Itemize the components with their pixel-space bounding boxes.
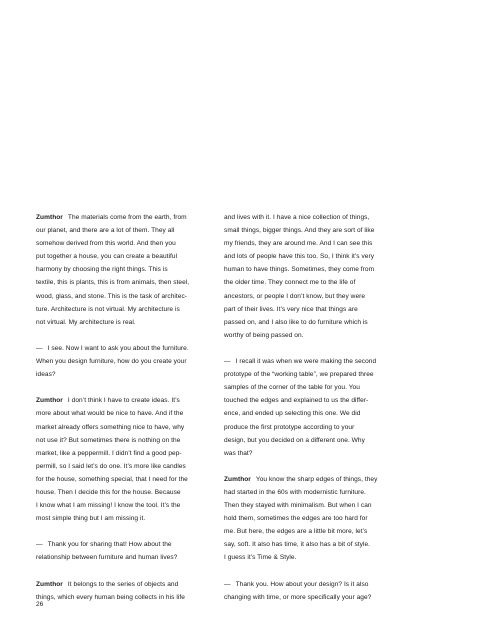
line-text: It belongs to the series of objects and [67, 580, 179, 588]
text-line [36, 237, 231, 250]
text-line [224, 447, 419, 460]
line-text: market, like a peppermill. I didn’t find a good pep- [36, 449, 182, 457]
line-text: not virtual. My architecture is real. [36, 318, 136, 326]
text-line [36, 394, 231, 407]
right-column [224, 211, 419, 617]
text-line [224, 263, 419, 276]
speaker-name: Zumthor [36, 214, 63, 221]
line-text: ideas? [36, 371, 56, 379]
line-text: worthy of being passed on. [224, 331, 304, 339]
line-text: wood, glass, and stone. This is the task of architec- [36, 292, 187, 300]
line-text: our planet, and there are a lot of them. They all [36, 227, 175, 235]
line-text: not use it? But sometimes there is nothing on the [36, 436, 181, 444]
line-text: house. Then I decide this for the house. Because [36, 488, 181, 496]
text-line [36, 342, 231, 355]
line-text: Thank you for sharing that! How about the [47, 541, 172, 549]
text-line [36, 473, 231, 486]
text-line [36, 303, 231, 316]
text-line [36, 434, 231, 447]
interview-answer [36, 578, 231, 604]
text-line [224, 355, 419, 368]
line-text: I recall it was when we were making the second [235, 358, 377, 366]
text-line [224, 316, 419, 329]
text-line [224, 276, 419, 289]
line-text: You know the sharp edges of things, they [255, 475, 378, 483]
line-text: I see. Now I want to ask you about the furniture. [47, 344, 189, 352]
line-text: textile, this is plants, this is from animals, then steel, [36, 279, 190, 287]
text-line [36, 578, 231, 591]
line-text: somehow derived from this world. And then you [36, 240, 176, 248]
text-line [36, 551, 231, 564]
line-text: things, which every human being collects in his life [36, 593, 185, 601]
question-dash: — [224, 358, 231, 366]
line-text: put together a house, you can create a beautiful [36, 253, 178, 261]
text-line [224, 525, 419, 538]
text-line [36, 421, 231, 434]
line-text: touched the edges and explained to us the differ- [224, 397, 369, 405]
line-text: had started in the 60s with modernistic furniture. [224, 488, 366, 496]
text-line [224, 473, 419, 486]
line-text: was that? [224, 449, 253, 457]
line-text: ence, and ended up selecting this one. We did [224, 410, 361, 418]
text-line [36, 250, 231, 263]
line-text: harmony by choosing the right things. This is [36, 266, 168, 274]
answer-continuation [224, 211, 419, 342]
line-text: The materials come from the earth, from [67, 214, 187, 221]
text-line [36, 290, 231, 303]
line-text: the older time. They connect me to the life of [224, 279, 356, 287]
interview-question [224, 578, 419, 604]
line-text: for the house, something special, that I need for the [36, 475, 188, 483]
line-text: I don’t think I have to create ideas. It’s [67, 397, 180, 405]
speaker-name: Zumthor [36, 580, 63, 588]
line-text: and lots of people have this too. So, I think it’s very [224, 253, 375, 261]
text-line [224, 421, 419, 434]
line-text: part of their lives. It’s very nice that things are [224, 305, 358, 313]
line-text: and lives with it. I have a nice collection of things, [224, 214, 370, 221]
question-dash: — [224, 580, 231, 588]
interview-answer [36, 394, 231, 525]
text-line [36, 447, 231, 460]
text-line [224, 538, 419, 551]
text-line [36, 499, 231, 512]
line-text: more about what would be nice to have. And if the [36, 410, 184, 418]
line-text: Then they stayed with minimalism. But when I can [224, 502, 372, 510]
text-line [224, 381, 419, 394]
interview-question [224, 355, 419, 460]
line-text: my friends, they are around me. And I can see this [224, 240, 373, 248]
text-line [224, 329, 419, 342]
text-line [36, 263, 231, 276]
text-line [36, 591, 231, 604]
line-text: me. But here, the edges are a little bit more, let’s [224, 528, 368, 536]
line-text: relationship between furniture and human lives? [36, 554, 178, 562]
text-line [224, 368, 419, 381]
line-text: ture. Architecture is not virtual. My architecture is [36, 305, 180, 313]
interview-question [36, 342, 231, 381]
text-line [224, 211, 419, 224]
text-line [36, 211, 231, 224]
text-line [224, 303, 419, 316]
text-line [36, 407, 231, 420]
text-line [36, 486, 231, 499]
line-text: say, soft. It also has time, it also has a bit of style. [224, 541, 371, 549]
line-text: design, but you decided on a different one. Why [224, 436, 365, 444]
speaker-name: Zumthor [224, 475, 251, 483]
line-text: produce the first prototype according to your [224, 423, 355, 431]
text-line [224, 551, 419, 564]
text-line [224, 407, 419, 420]
speaker-name: Zumthor [36, 397, 63, 405]
text-line [224, 224, 419, 237]
line-text: small things, bigger things. And they are sort of like [224, 227, 375, 235]
line-text: When you design furniture, how do you create your [36, 358, 187, 366]
text-line [36, 368, 231, 381]
line-text: prototype of the “working table”, we prepared three [224, 371, 374, 379]
text-line [36, 276, 231, 289]
text-line [36, 512, 231, 525]
text-line [224, 250, 419, 263]
interview-question [36, 538, 231, 564]
text-line [36, 355, 231, 368]
text-line [36, 316, 231, 329]
left-column [36, 211, 231, 617]
question-dash: — [36, 541, 43, 549]
line-text: passed on, and I also like to do furniture which is [224, 318, 368, 326]
line-text: most simple thing but I am missing it. [36, 515, 146, 523]
text-line [224, 290, 419, 303]
line-text: hold them, sometimes the edges are too hard for [224, 515, 368, 523]
text-line [224, 499, 419, 512]
line-text: human to have things. Sometimes, they come from [224, 266, 375, 274]
line-text: Thank you. How about your design? Is it also [235, 580, 369, 588]
page-number: 26 [36, 601, 44, 608]
text-line [224, 591, 419, 604]
text-line [224, 486, 419, 499]
interview-answer [224, 473, 419, 565]
line-text: market already offers something nice to have, why [36, 423, 185, 431]
line-text: I guess it’s Time & Style. [224, 554, 297, 562]
text-line [36, 224, 231, 237]
line-text: I know what I am missing! I know the tool. It’s the [36, 502, 181, 510]
text-line [224, 237, 419, 250]
line-text: ancestors, or people I don’t know, but they were [224, 292, 366, 300]
interview-answer [36, 211, 231, 329]
text-line [36, 538, 231, 551]
text-line [224, 512, 419, 525]
text-line [224, 434, 419, 447]
line-text: changing with time, or more specifically your age? [224, 593, 372, 601]
line-text: samples of the corner of the table for you. You [224, 384, 360, 392]
question-dash: — [36, 344, 43, 352]
text-line [36, 460, 231, 473]
line-text: permill, so I said let’s do one. It’s more like candles [36, 462, 186, 470]
text-line [224, 394, 419, 407]
text-line [224, 578, 419, 591]
